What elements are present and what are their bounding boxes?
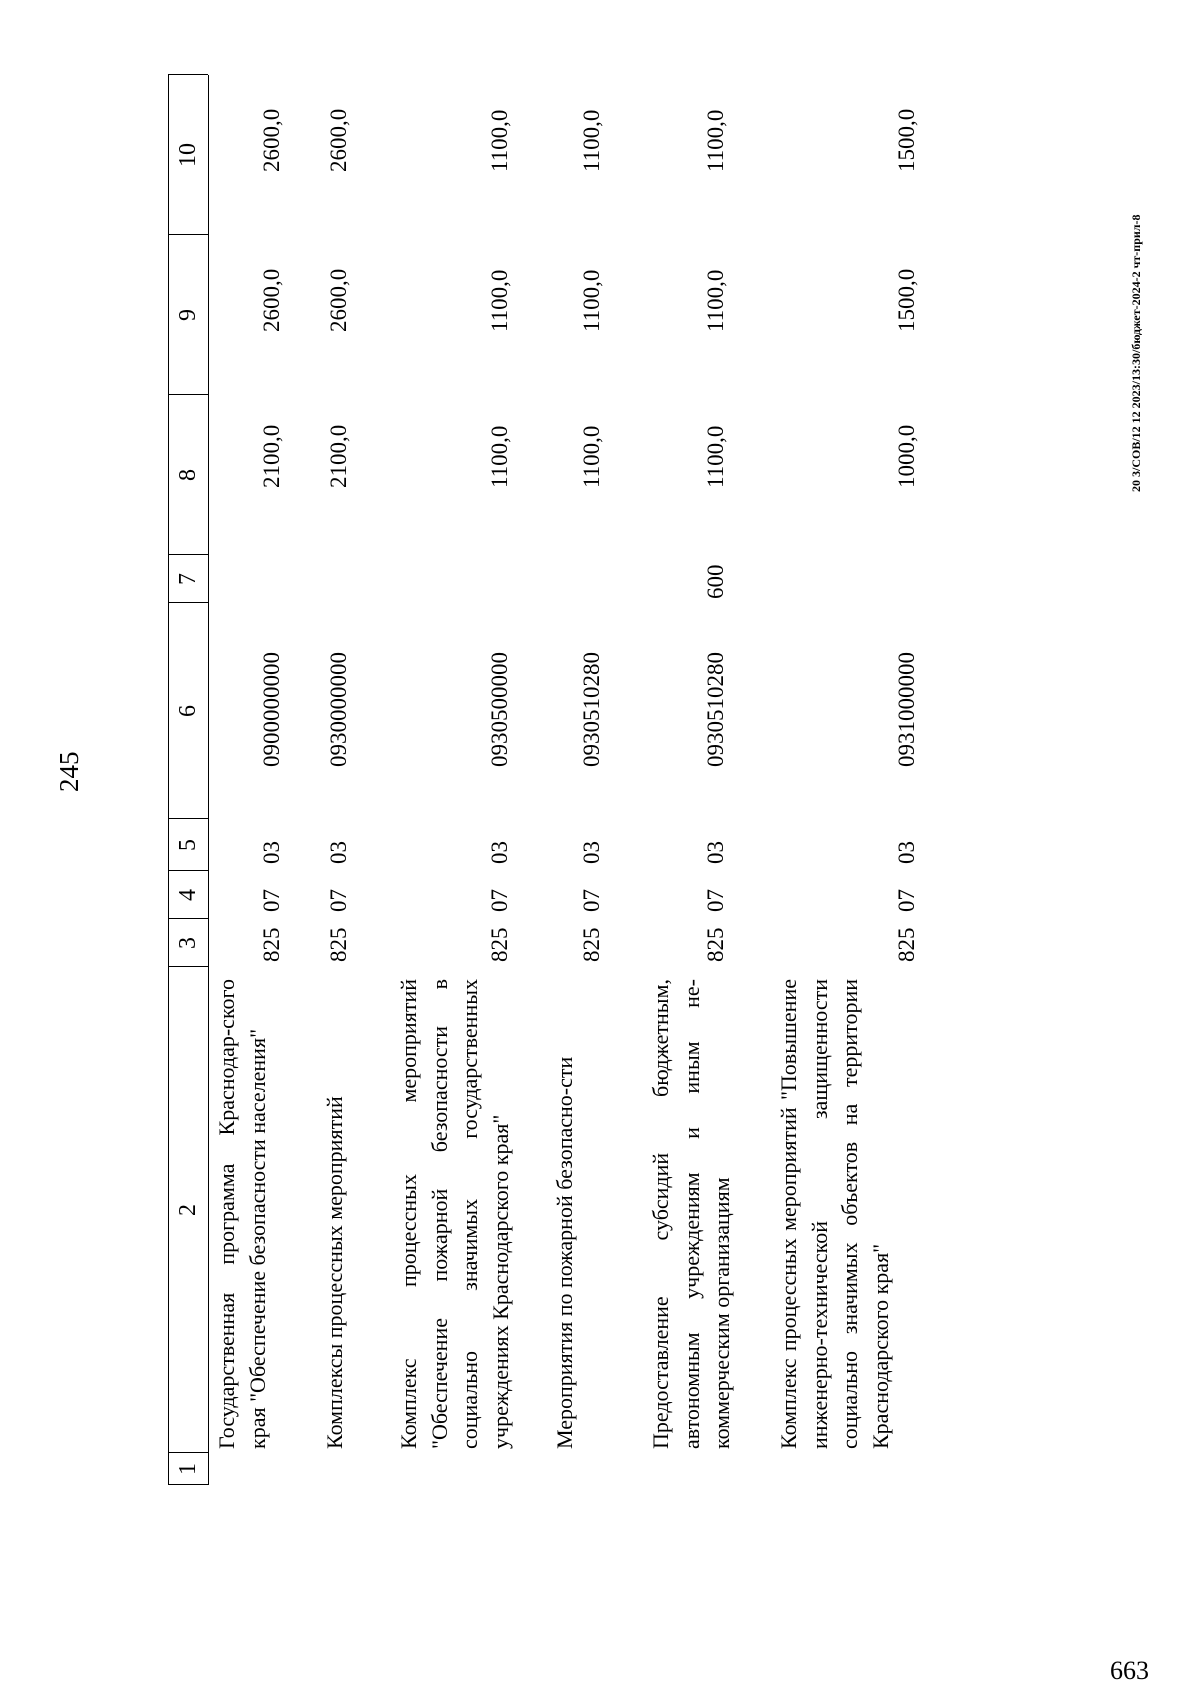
row-cell-c10: 1100,0: [579, 109, 604, 172]
row-cell-c10: 2600,0: [259, 108, 284, 172]
header-col-10: 10: [175, 143, 201, 167]
header-col-9: 9: [175, 309, 201, 321]
header-col-3: 3: [175, 937, 201, 949]
row-cell-c4: 07: [894, 889, 919, 912]
row-cell-c6: 0930000000: [326, 652, 351, 767]
row-cell-c6: 0931000000: [894, 652, 919, 767]
row-cell-c10: 2600,0: [326, 108, 351, 172]
row-cell-c10: 1100,0: [487, 109, 512, 172]
row-cell-c5: 03: [326, 841, 351, 864]
header-col-6: 6: [175, 705, 201, 717]
row-cell-c9: 1500,0: [894, 268, 919, 332]
header-col-2: 2: [175, 1204, 201, 1216]
row-cell-c3: 825: [894, 927, 919, 962]
header-col-5: 5: [175, 839, 201, 851]
row-cell-c5: 03: [487, 841, 512, 864]
header-col-4: 4: [175, 889, 201, 901]
row-cell-c9: 2600,0: [259, 268, 284, 332]
row-cell-c4: 07: [579, 889, 604, 912]
row-cell-c3: 825: [579, 927, 604, 962]
row-description: Государственная программа Краснодар-ского края "Обеспечение безопасности населения": [214, 979, 270, 1449]
row-cell-c9: 1100,0: [703, 269, 728, 332]
row-cell-c8: 1100,0: [487, 425, 512, 488]
row-cell-c8: 2100,0: [259, 424, 284, 488]
row-cell-c9: 1100,0: [579, 269, 604, 332]
row-cell-c8: 1100,0: [703, 425, 728, 488]
row-cell-c6: 0930510280: [703, 652, 728, 767]
row-cell-c8: 2100,0: [326, 424, 351, 488]
header-col-1: 1: [175, 1463, 201, 1475]
row-cell-c9: 2600,0: [326, 268, 351, 332]
row-description: Мероприятия по пожарной безопасно-сти: [552, 1056, 577, 1449]
row-cell-c8: 1100,0: [579, 425, 604, 488]
row-cell-c6: 0900000000: [259, 652, 284, 767]
row-cell-c4: 07: [487, 889, 512, 912]
row-cell-c4: 07: [326, 889, 351, 912]
header-col-8: 8: [175, 469, 201, 481]
row-cell-c3: 825: [487, 927, 512, 962]
row-cell-c3: 825: [703, 927, 728, 962]
row-cell-c7: 600: [703, 564, 728, 599]
header-bottom-border: [208, 75, 209, 1485]
footer-code: 20 3/СОВ/12 12 2023/13:30/бюджет-2024-2 чт-прил-8: [1129, 214, 1143, 492]
row-cell-c6: 0930500000: [487, 652, 512, 767]
row-cell-c5: 03: [894, 841, 919, 864]
row-cell-c3: 825: [259, 927, 284, 962]
row-cell-c8: 1000,0: [894, 424, 919, 488]
header-col-7: 7: [175, 573, 201, 585]
row-cell-c10: 1500,0: [894, 108, 919, 172]
row-description: Комплекс процессных мероприятий "Обеспечение пожарной безопасности в социально значимых государственных учреждениях Краснодарского края": [396, 979, 513, 1449]
row-cell-c6: 0930510280: [579, 652, 604, 767]
row-cell-c5: 03: [703, 841, 728, 864]
row-cell-c4: 07: [259, 889, 284, 912]
row-cell-c5: 03: [259, 841, 284, 864]
row-cell-c4: 07: [703, 889, 728, 912]
row-description: Комплекс процессных мероприятий "Повышение инженерно-технической защищенности социально значимых объектов на территории Краснодарского края": [776, 979, 893, 1449]
page-number: 245: [54, 751, 84, 792]
row-cell-c9: 1100,0: [487, 269, 512, 332]
row-cell-c5: 03: [579, 841, 604, 864]
row-cell-c3: 825: [326, 927, 351, 962]
row-cell-c10: 1100,0: [703, 109, 728, 172]
sheet-number: 663: [1110, 1656, 1149, 1685]
row-description: Комплексы процессных мероприятий: [322, 1096, 347, 1449]
row-description: Предоставление субсидий бюджетным, автономным учреждениям и иным не-коммерческим организациям: [648, 979, 734, 1449]
